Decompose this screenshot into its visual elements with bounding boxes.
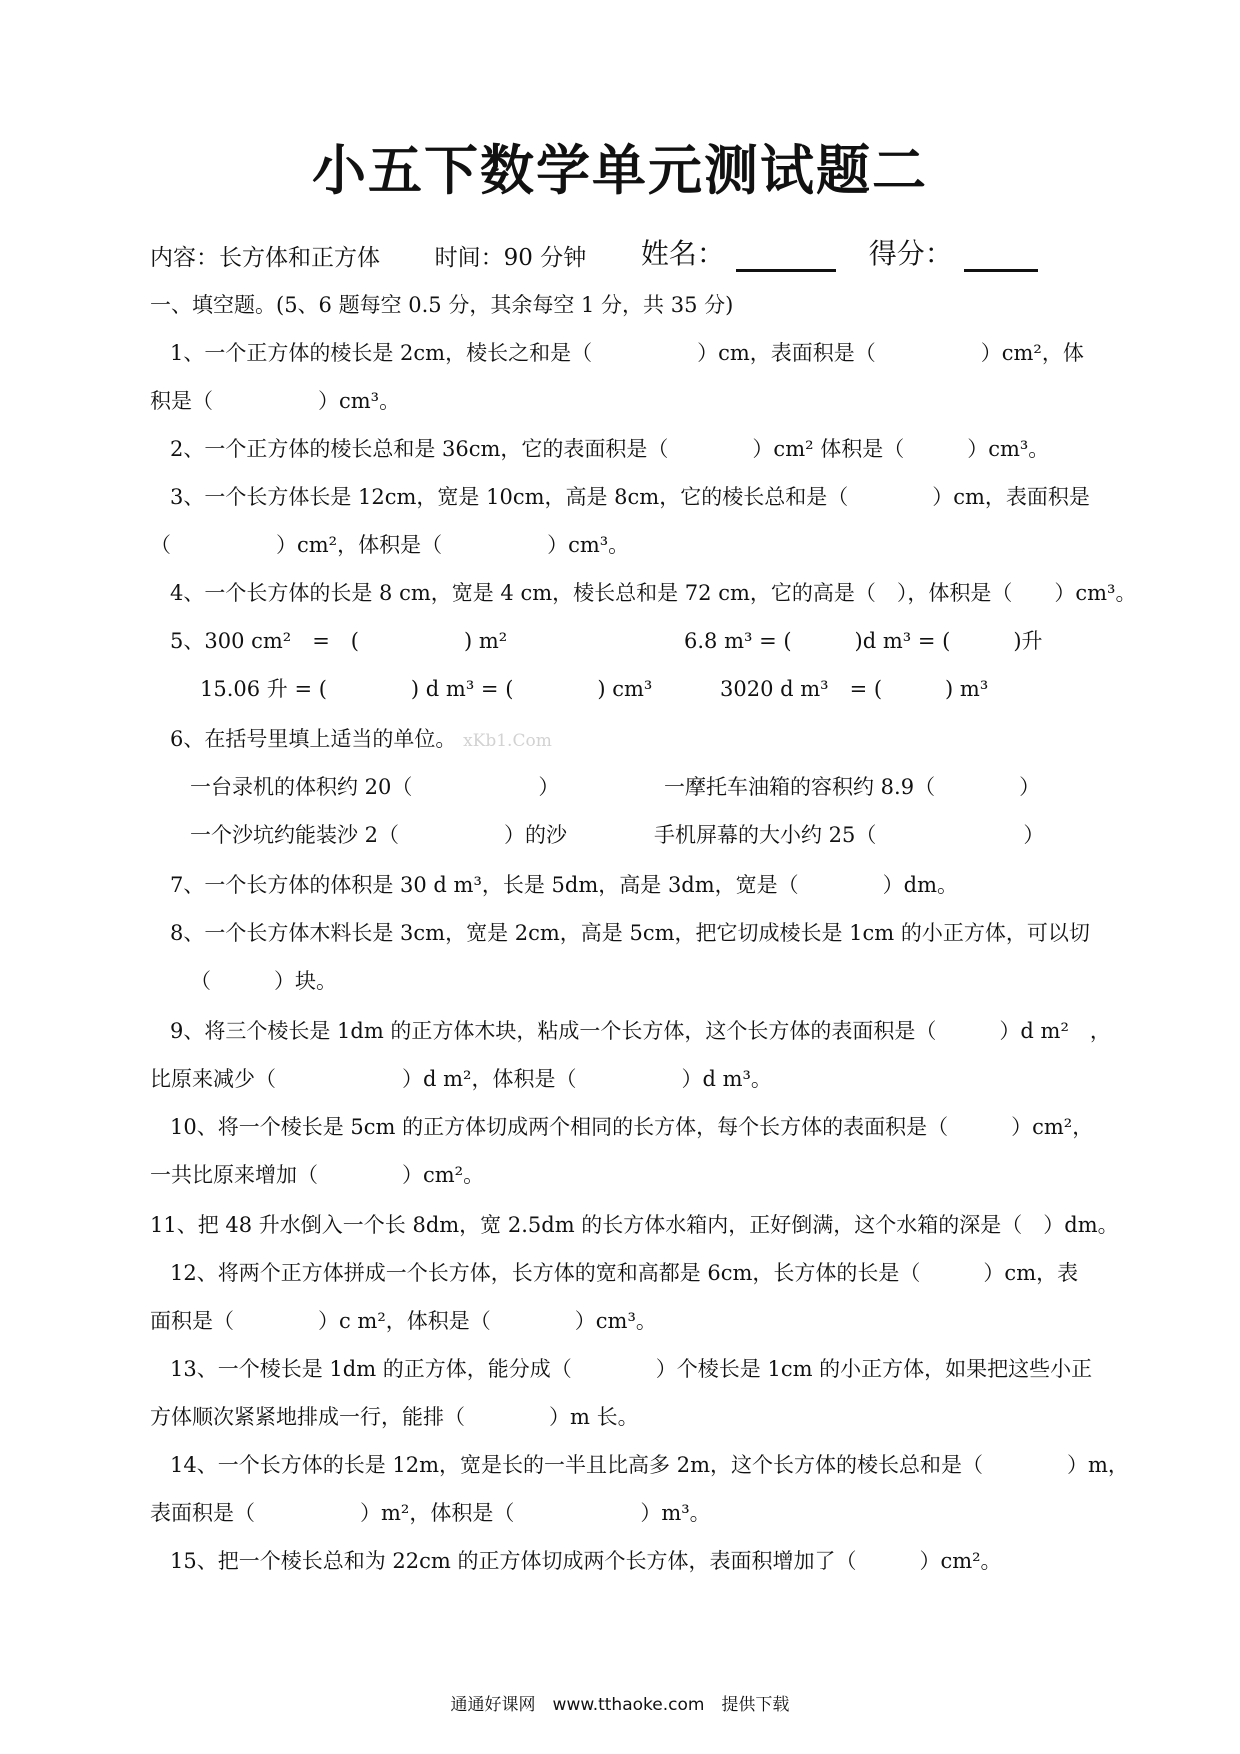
question-8-line-1: 8、一个长方体木料长是 3cm，宽是 2cm，高是 5cm，把它切成棱长是 1cm 的小正方体，可以切	[170, 921, 1090, 945]
question-3-line-2: （ ）cm²，体积是（ ）cm³。	[150, 533, 630, 557]
question-6-item-2: 一摩托车油箱的容积约 8.9（ ）	[664, 775, 1041, 799]
section-heading: 一、填空题。(5、6 题每空 0.5 分，其余每空 1 分，共 35 分)	[150, 293, 734, 317]
question-2: 2、一个正方体的棱长总和是 36cm，它的表面积是（ ）cm² 体积是（ ）cm³。	[170, 437, 1050, 461]
question-11: 11、把 48 升水倒入一个长 8dm，宽 2.5dm 的长方体水箱内，正好倒满，这个水箱的深是（ ）dm。	[150, 1213, 1119, 1237]
question-14-line-2: 表面积是（ ）m²，体积是（ ）m³。	[150, 1501, 711, 1525]
watermark: xKb1.Com	[463, 731, 552, 751]
question-9-line-2: 比原来减少（ ）d m²，体积是（ ）d m³。	[150, 1067, 772, 1091]
question-6-item-3: 一个沙坑约能装沙 2（ ）的沙	[190, 823, 568, 847]
question-13-line-2: 方体顺次紧紧地排成一行，能排（ ）m 长。	[150, 1405, 639, 1429]
question-5-row-2-left: 15.06 升 = ( ) d m³ = ( ) cm³	[200, 677, 653, 701]
question-5-row-1-left: 5、300 cm² = ( ) m²	[170, 629, 508, 653]
question-1-line-2: 积是（ ）cm³。	[150, 389, 401, 413]
question-5-row-2-right: 3020 d m³ = ( ) m³	[720, 677, 989, 701]
time-label: 时间：90 分钟	[434, 245, 587, 271]
question-9-line-1: 9、将三个棱长是 1dm 的正方体木块，粘成一个长方体，这个长方体的表面积是（ ）d m² ，	[170, 1019, 1111, 1043]
question-1-line-1: 1、一个正方体的棱长是 2cm，棱长之和是（ ）cm，表面积是（ ）cm²，体	[170, 341, 1084, 365]
question-3-line-1: 3、一个长方体长是 12cm，宽是 10cm，高是 8cm，它的棱长总和是（ ）cm，表面积是	[170, 485, 1090, 509]
page-title: 小五下数学单元测试题二	[312, 139, 928, 202]
question-6-item-1: 一台录机的体积约 20（ ）	[190, 775, 560, 799]
name-blank[interactable]	[736, 245, 836, 272]
question-4: 4、一个长方体的长是 8 cm，宽是 4 cm，棱长总和是 72 cm，它的高是（ ），体积是（ ）cm³。	[170, 581, 1137, 605]
info-bar	[150, 232, 1038, 272]
footer-credit: 通通好课网 www.tthaoke.com 提供下载	[450, 1695, 790, 1715]
question-13-line-1: 13、一个棱长是 1dm 的正方体，能分成（ ）个棱长是 1cm 的小正方体，如果把这些小正	[170, 1357, 1093, 1381]
question-10-line-1: 10、将一个棱长是 5cm 的正方体切成两个相同的长方体，每个长方体的表面积是（ ）cm²，	[170, 1115, 1094, 1139]
question-6	[170, 724, 552, 756]
question-14-line-1: 14、一个长方体的长是 12m，宽是长的一半且比高多 2m，这个长方体的棱长总和是（ ）m，	[170, 1453, 1129, 1477]
content-label: 内容：长方体和正方体	[150, 245, 380, 271]
name-label: 姓名：	[640, 237, 725, 270]
question-10-line-2: 一共比原来增加（ ）cm²。	[150, 1163, 485, 1187]
score-blank[interactable]	[964, 245, 1038, 272]
question-6-item-4: 手机屏幕的大小约 25（ ）	[654, 823, 1045, 847]
question-6-text: 6、在括号里填上适当的单位。	[170, 727, 457, 751]
question-15: 15、把一个棱长总和为 22cm 的正方体切成两个长方体，表面积增加了（ ）cm²。	[170, 1549, 1002, 1573]
question-8-line-2: （ ）块。	[190, 969, 337, 993]
question-5-row-1-right: 6.8 m³ = ( )d m³ = ( )升	[684, 629, 1043, 653]
score-label: 得分：	[868, 237, 953, 270]
question-12-line-2: 面积是（ ）c m²，体积是（ ）cm³。	[150, 1309, 657, 1333]
question-12-line-1: 12、将两个正方体拼成一个长方体，长方体的宽和高都是 6cm，长方体的长是（ ）cm，表	[170, 1261, 1079, 1285]
question-7: 7、一个长方体的体积是 30 d m³，长是 5dm，高是 3dm，宽是（ ）dm。	[170, 873, 959, 897]
